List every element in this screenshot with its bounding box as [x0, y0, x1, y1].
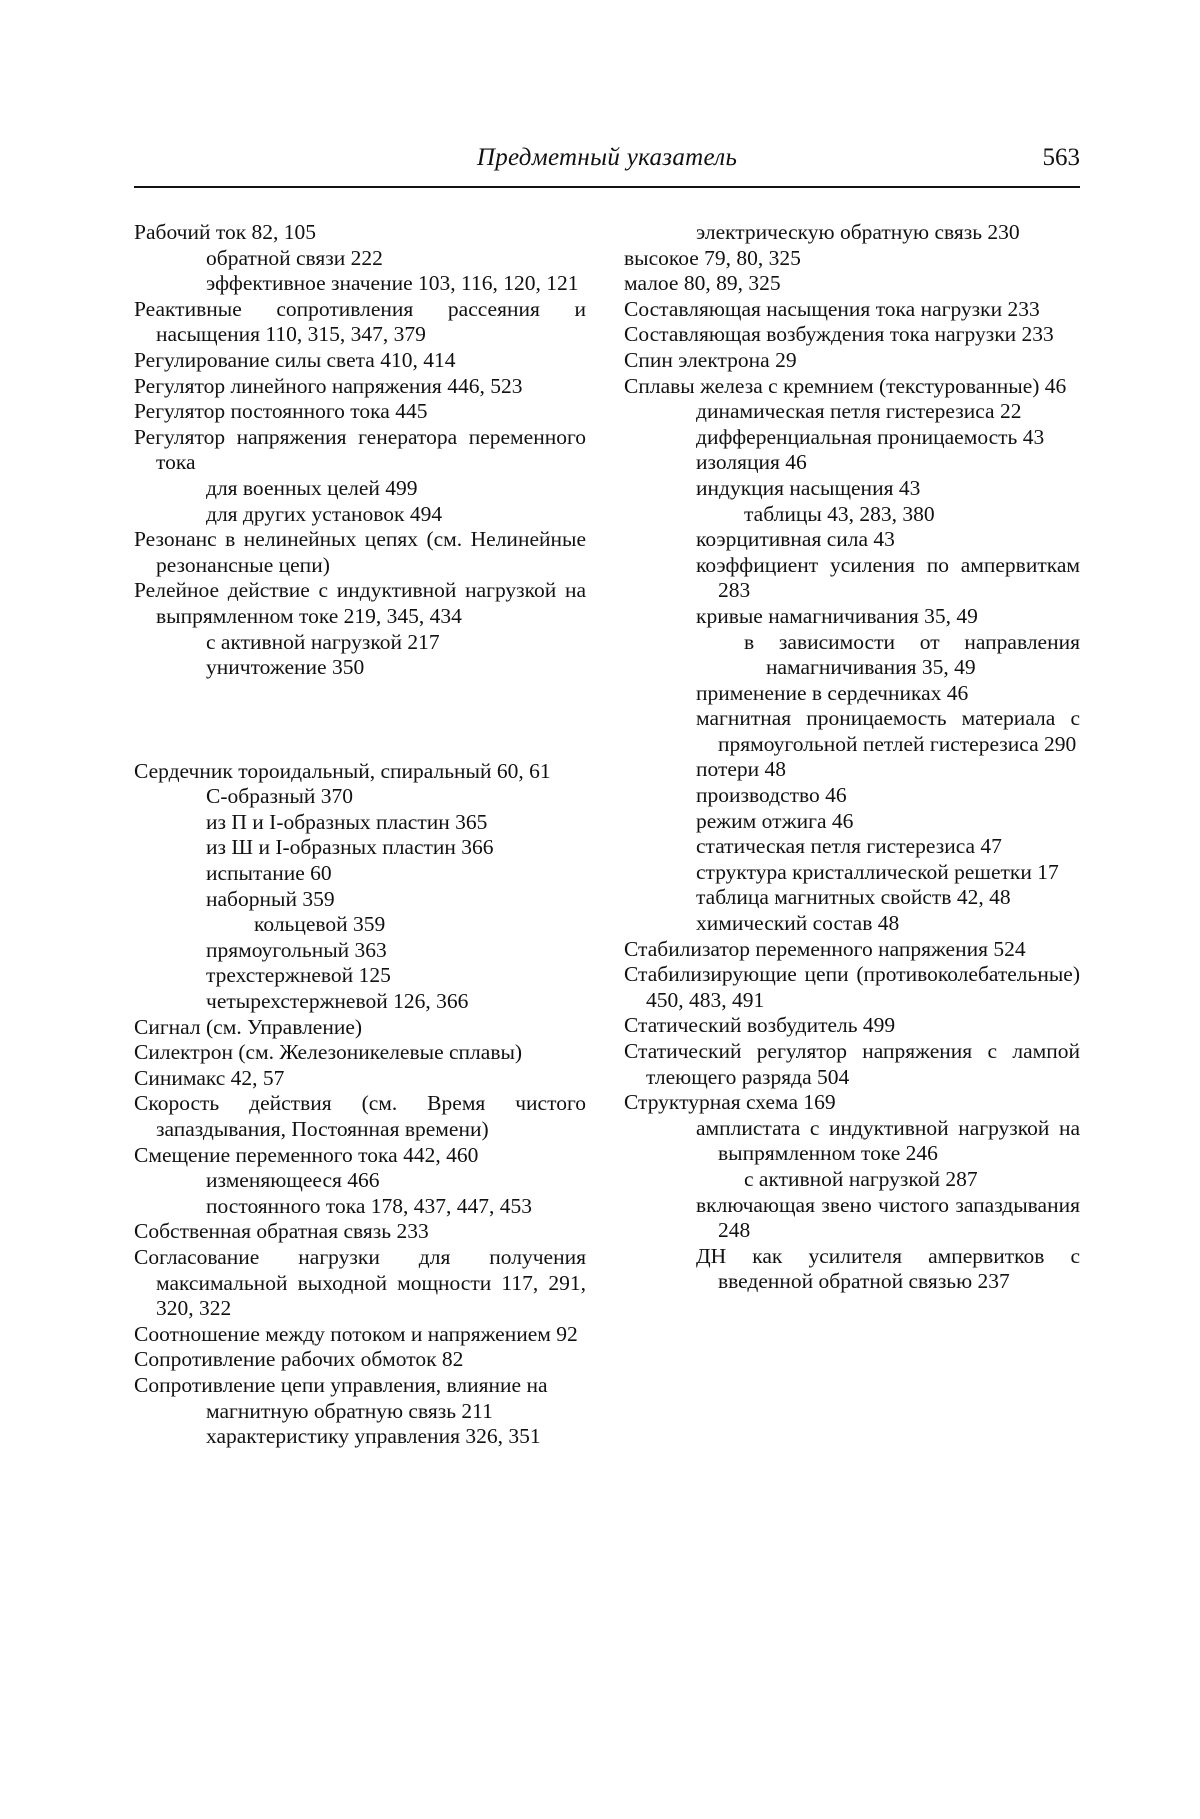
index-entry: Собственная обратная связь 233 [134, 1219, 429, 1244]
index-subentry: таблицы 43, 283, 380 [744, 501, 935, 526]
index-entry: Структурная схема 169 [624, 1090, 836, 1115]
index-subentry: дифференциальная проницаемость 43 [696, 424, 1045, 449]
index-subentry: обратной связи 222 [206, 245, 383, 270]
index-subentry: кольцевой 359 [254, 912, 386, 937]
index-subentry: трехстержневой 125 [206, 963, 391, 988]
index-subentry: режим отжига 46 [696, 808, 854, 833]
index-subentry: производство 46 [696, 783, 847, 808]
index-entry: Регулятор напряжения генератора переменного тока [134, 424, 586, 475]
index-entry: Стабилизатор переменного напряжения 524 [624, 936, 1026, 961]
index-subentry: потери 48 [696, 757, 787, 782]
index-subentry: включающая звено чистого запаздывания 248 [696, 1192, 1080, 1243]
index-subentry: для военных целей 499 [206, 475, 418, 500]
index-subentry: из Ш и I-образных пластин 366 [206, 835, 494, 860]
section-gap [134, 681, 586, 759]
index-subentry: испытание 60 [206, 861, 332, 886]
index-entry: Соотношение между потоком и напряжением 92 [134, 1321, 578, 1346]
index-subentry: электрическую обратную связь 230 [696, 220, 1020, 244]
index-subentry: с активной нагрузкой 287 [744, 1166, 978, 1191]
index-subentry: коэрцитивная сила 43 [696, 527, 895, 552]
index-subentry: изменяющееся 466 [206, 1168, 380, 1193]
index-subentry: таблица магнитных свойств 42, 48 [696, 885, 1011, 910]
index-entry: высокое 79, 80, 325 [624, 245, 801, 270]
index-subentry: применение в сердечниках 46 [696, 680, 969, 705]
header-rule [134, 186, 1080, 188]
index-entry: Силектрон (см. Железоникелевые сплавы) [134, 1040, 523, 1065]
index-subentry: уничтожение 350 [206, 655, 365, 680]
index-entry: Составляющая насыщения тока нагрузки 233 [624, 296, 1040, 321]
index-column-left [134, 220, 586, 1450]
index-subentry: кривые намагничивания 35, 49 [696, 603, 978, 628]
index-subentry: с активной нагрузкой 217 [206, 629, 440, 654]
index-entry: Сопротивление цепи управления, влияние на [134, 1372, 548, 1397]
index-subentry: изоляция 46 [696, 450, 807, 475]
index-subentry: наборный 359 [206, 886, 335, 911]
index-entry: Стабилизирующие цепи (противоколебательные) 450, 483, 491 [624, 962, 1080, 1012]
index-subentry: коэффициент усиления по ампервиткам 283 [696, 552, 1080, 603]
index-entry: малое 80, 89, 325 [624, 271, 781, 296]
index-entry: Статический регулятор напряжения с лампой тлеющего разряда 504 [624, 1039, 1080, 1089]
index-subentry: химический состав 48 [696, 911, 900, 936]
index-entry: Сплавы железа с кремнием (текстурованные) 46 [624, 373, 1067, 398]
index-entry: Релейное действие с индуктивной нагрузкой на выпрямленном токе 219, 345, 434 [134, 578, 586, 628]
index-subentry: динамическая петля гистерезиса 22 [696, 399, 1022, 424]
index-subentry: прямоугольный 363 [206, 937, 387, 962]
index-subentry: структура кристаллической решетки 17 [696, 859, 1059, 884]
index-entry: Резонанс в нелинейных цепях (см. Нелинейные резонансные цепи) [134, 527, 586, 577]
index-subentry: четырехстержневой 126, 366 [206, 989, 469, 1014]
index-entry: Статический возбудитель 499 [624, 1013, 896, 1038]
index-subentry: из П и I-образных пластин 365 [206, 809, 488, 834]
index-entry: Сердечник тороидальный, спиральный 60, 61 [134, 758, 551, 783]
index-subentry: эффективное значение 103, 116, 120, 121 [206, 271, 579, 296]
index-entry: Согласование нагрузки для получения максимальной выходной мощности 117, 291, 320, 322 [134, 1244, 586, 1321]
index-subentry: амплистата с индуктивной нагрузкой на выпрямленном токе 246 [696, 1115, 1080, 1166]
page-number: 563 [1042, 144, 1080, 171]
index-subentry: в зависимости от направления намагничивания 35, 49 [744, 629, 1080, 680]
index-subentry: магнитную обратную связь 211 [206, 1398, 493, 1423]
index-column-right [624, 220, 1080, 1295]
index-entry: Рабочий ток 82, 105 [134, 220, 317, 244]
index-entry: Сопротивление рабочих обмоток 82 [134, 1347, 464, 1372]
index-subentry: индукция насыщения 43 [696, 475, 921, 500]
index-entry: Составляющая возбуждения тока нагрузки 233 [624, 322, 1054, 347]
index-subentry: магнитная проницаемость материала с прямоугольной петлей гистерезиса 290 [696, 706, 1080, 756]
index-entry: Регулирование силы света 410, 414 [134, 347, 456, 372]
index-subentry: статическая петля гистерезиса 47 [696, 834, 1002, 859]
index-entry: Спин электрона 29 [624, 347, 797, 372]
index-entry: Реактивные сопротивления рассеяния и насыщения 110, 315, 347, 379 [134, 296, 586, 347]
index-subentry: ДН как усилителя ампервитков с введенной обратной связью 237 [696, 1243, 1080, 1294]
page-header [134, 132, 1080, 184]
index-subentry: характеристику управления 326, 351 [206, 1424, 541, 1449]
index-entry: Скорость действия (см. Время чистого запаздывания, Постоянная времени) [134, 1091, 586, 1141]
index-entry: Регулятор линейного напряжения 446, 523 [134, 373, 523, 398]
index-entry: Смещение переменного тока 442, 460 [134, 1142, 479, 1167]
index-subentry: постоянного тока 178, 437, 447, 453 [206, 1193, 532, 1218]
index-entry: Регулятор постоянного тока 445 [134, 399, 428, 424]
running-title: Предметный указатель [476, 144, 738, 171]
index-entry: Сигнал (см. Управление) [134, 1014, 363, 1039]
index-subentry: для других установок 494 [206, 501, 443, 526]
index-entry: Синимакс 42, 57 [134, 1065, 285, 1090]
index-subentry: С-образный 370 [206, 784, 354, 809]
